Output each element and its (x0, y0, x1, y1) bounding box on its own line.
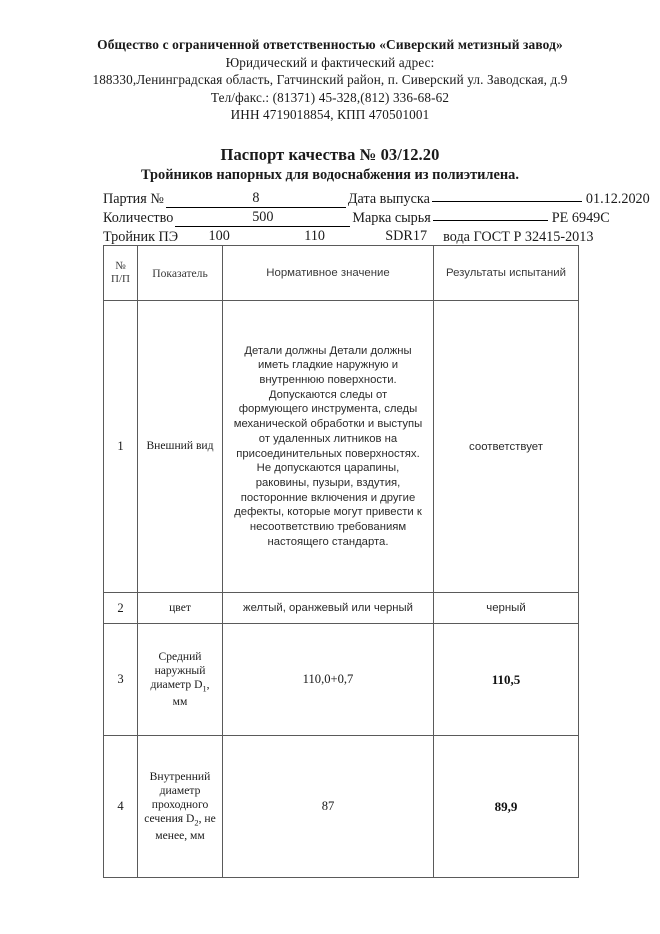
company-name: Общество с ограниченной ответственностью «Сиверский метизный завод» (97, 37, 563, 52)
row-normative: 87 (223, 736, 434, 878)
row-indicator: Внешний вид (138, 301, 223, 593)
quality-table (103, 245, 579, 878)
row-indicator (138, 624, 223, 736)
row-indicator-subscript: 2 (194, 818, 199, 828)
table-header-row (104, 246, 579, 301)
row-result: 89,9 (434, 736, 579, 878)
row-result: черный (434, 593, 579, 624)
row-indicator-subscript: 1 (202, 684, 207, 694)
row-normative (223, 301, 434, 593)
row-indicator (138, 736, 223, 878)
header-number (104, 246, 138, 301)
table-row (104, 624, 579, 736)
table-row (104, 736, 579, 878)
row-normative: желтый, оранжевый или черный (223, 593, 434, 624)
tee-label: Тройник ПЭ (103, 229, 179, 246)
header-results: Результаты испытаний (434, 246, 579, 301)
date-label: Дата выпуска (347, 191, 430, 208)
row-number: 4 (104, 736, 138, 878)
row-number: 2 (104, 593, 138, 624)
header-normative: Нормативное значение (223, 246, 434, 301)
document-title-block (0, 145, 660, 184)
row-result: 110,5 (434, 624, 579, 736)
table-row (104, 593, 579, 624)
row-normative: 110,0+0,7 (223, 624, 434, 736)
tee-standard: вода ГОСТ Р 32415-2013 (443, 229, 594, 246)
row-normative-text: Детали должны Детали должны иметь гладкие наружную и внутреннюю поверхности. Допускаются следы от формующего инструмента, следы механической обработки и выступы от удаленных литников на присоединительных поверхностях. Не допускаются царапины, раковины, пузыри, вздутия, посторонние включения и другие дефекты, которые могут привести к несоответствию требованиям настоящего стандарта. (233, 344, 423, 548)
header-number-line2: П/П (111, 273, 130, 285)
address-label: Юридический и фактический адрес: (225, 54, 435, 70)
field-row-batch-date (103, 190, 650, 210)
row-number: 1 (104, 301, 138, 593)
tee-value-1[interactable]: 100 (180, 228, 258, 246)
inn-kpp: ИНН 4719018854, КПП 470501001 (230, 106, 430, 122)
row-indicator: цвет (138, 593, 223, 624)
header-indicator: Показатель (138, 246, 223, 301)
row-indicator-post: , мм (172, 678, 210, 708)
quality-table-wrapper (103, 245, 578, 878)
raw-material-label: Марка сырья (352, 210, 431, 227)
raw-material-value[interactable]: PE 6949C (551, 210, 610, 227)
row-indicator-pre: Средний наружный диаметр D (150, 650, 206, 692)
qty-value[interactable]: 500 (175, 209, 350, 227)
header-number-line1: № (115, 260, 126, 273)
tee-value-2[interactable]: 110 (262, 228, 367, 246)
qty-label: Количество (103, 210, 174, 227)
tee-value-3[interactable]: SDR17 (371, 228, 441, 246)
batch-value[interactable]: 8 (166, 190, 346, 208)
page-subtitle: Тройников напорных для водоснабжения из полиэтилена. (141, 167, 519, 184)
field-row-qty-raw (103, 209, 610, 229)
row-indicator-post: , не менее, мм (155, 812, 216, 842)
company-letterhead (0, 0, 660, 123)
phone-fax: Тел/факс.: (81371) 45-328,(812) 336-68-62 (210, 89, 450, 105)
row-result: соответствует (434, 301, 579, 593)
raw-material-underline[interactable] (433, 220, 548, 221)
row-number: 3 (104, 624, 138, 736)
address-value: 188330,Ленинградская область, Гатчинский район, п. Сиверский ул. Заводская, д.9 (92, 72, 568, 88)
date-underline[interactable] (432, 201, 582, 202)
row-indicator-pre: Внутренний диаметр проходного сечения D (144, 769, 211, 826)
table-row (104, 301, 579, 593)
passport-fields (0, 191, 660, 248)
batch-label: Партия № (103, 191, 164, 208)
page-title: Паспорт качества № 03/12.20 (220, 145, 440, 165)
date-value[interactable]: 01.12.2020 (585, 191, 650, 208)
